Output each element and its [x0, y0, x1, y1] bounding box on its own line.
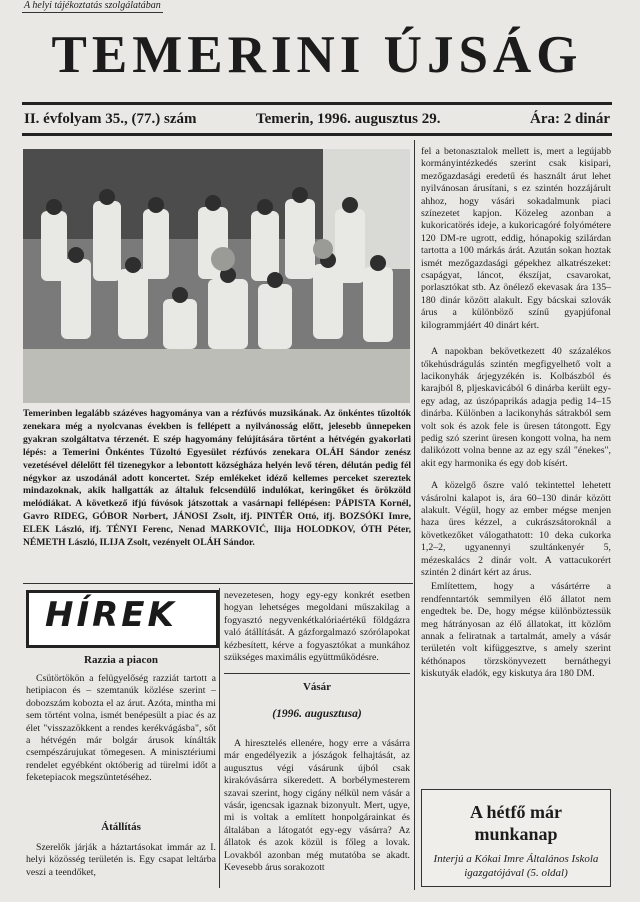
column-rule-right [414, 140, 415, 890]
teaser-line-1: A hétfő már [470, 802, 562, 822]
teaser-subtitle: Interjú a Kókai Imre Általános Iskola igazgatójával (5. oldal) [433, 853, 599, 879]
market-paragraph-1: fel a betonasztalok mellett is, mert a legújabb kormányintézkedés szerint csak kisipari, mezőgazdasági eredetű és használt árut lehet nyilvánosan árusítani, s ez szintén hozzájárult ahhoz, hogy vásári sokadalmunk piaci színezetet kapjon. Közeleg azonban a kukoricatörés ideje, a kukoricagóré folyóméterе 120 DM-re ugrott, eddig, hónapokig szilárdan tartotta a 100 márkás árát. Azután sokan hoztak ismét mezőgazdasági gépekhez alkatrészeket: csapágyat, láncot, ékszíjat, csavarokat, porlasztókat stb. Az önélező ekevasak ára 135–180 dinár között alakult. Egy bácskai szlovák árus a különböző színű gyapjúfonal kilogrammjáért 40 dinárt kért. [421, 146, 611, 331]
market-paragraph-3: A közelgő őszre való tekintettel lehetett vásárolni kalapot is, ára 60–130 dinár között alakult. Végül, hogy az ember mégse menjen haza üres kézzel, a cukrászsátoroknál a következőket válogathatott: 10 deka cukorka 1,2–2, ugyanennyi szultánkenyér 5, mézeskalács 2 dinár volt. A vattacukorért szintén 2 dinárt kért az árus. [421, 480, 611, 578]
hirek-label: HÍREK [45, 595, 177, 635]
vasar-date: (1996. augusztusa) [272, 708, 362, 720]
gas-article-column [224, 590, 410, 664]
razzia-article [26, 673, 216, 785]
band-photo [23, 149, 410, 403]
razzia-text: Csütörtökön a felügyelőség razziát tartott a hetipiacon és – szemtanúk közlése szerint – dobozszám kobozta el az árut. Azóta, mintha mi sem történt volna, ismét benépesült a piac és az élet "visszazökkent a rendes kerékvágásba", sőt a hétvégén már bolgár árusok kínálták csempészárujukat tömegesen. A minisztériumi rendelet egyébként októberig ad türelmi időt a feketepiacok megszüntetéséhez. [26, 673, 216, 784]
vasar-heading: Vásár [302, 681, 332, 693]
column-rule-middle [219, 588, 220, 888]
teaser-box[interactable] [421, 789, 611, 887]
issue-price: Ára: 2 dinár [530, 111, 610, 127]
vasar-text: A hiresztelés ellenére, hogy erre a vásárra már engedélyezik a jószágok felhajtását, az augusztus végi vásárunk újból csak kirakóvásárra sikeredett. A borbélymesterem szavai szerint, hogy cigány nélkül nem vásár a vásár, igencsak igaznak bizonyult. Mert, ugye, mi is voltak a említett honpolgárainkat és általában a látogatót egy-egy vásárra? Az állatok és azok közül is főleg a lovak. Lovakból azonban még mutatóba se akadt. Kevesebb árus sorakozott [224, 738, 410, 874]
issue-number: II. évfolyam 35., (77.) szám [24, 111, 197, 127]
atallitas-article [26, 842, 216, 879]
razzia-heading: Razzia a piacon [84, 654, 158, 666]
issue-date: Temerin, 1996. augusztus 29. [256, 111, 441, 127]
lower-section-rule [23, 583, 413, 584]
gas-paragraph: nevezetesen, hogy egy-egy konkrét esetben hogyan lehetséges megoldani műszakilag a fogyasztó negyvenkétkalóriaértékű földgázra való átállítását. A gázforgalmazó szórólapokat kézbesített, kérve a fogyasztókat a munkához szükséges maximális együttműködésre. [224, 590, 410, 664]
teaser-line-2: munkanap [474, 824, 558, 844]
masthead-rule-top [22, 102, 612, 105]
masthead-title: TEMERINI ÚJSÁG [51, 26, 583, 84]
market-paragraph-4: Említettem, hogy a vásártérre a rendfenntartók semmilyen élő állatot nem engedtek be. De, hogy mégse különböztessük meg hátrányosan az élő állatokat, itt közlöm annak a feliratnak a tartalmát, amely a vásár területén volt kifüggesztve, s amely szerint kéthónapos törzskönyvezett bernáthegyi kiskutyák eladók, egy kiskutya ára 180 DM. [421, 581, 611, 680]
photo-caption: Temerinben legalább százéves hagyománya van a rézfúvós muzsikának. Az önkéntes tűzoltók zenekara még a nyolcvanas években is fellépett a nyilvánosság előtt, jelesebb ünnepeken gyakran szolgáltatva térzenét. E szép hagyomány felújítására történt a hétvégén gyakorlati lépés: a Temerini Önkéntes Tűzoltó Egyesület rézfúvós zenekara OLÁH Sándor zenész vezetésével délelőtt fél tizenegykor a lebontott községháza helyén levő téren, délután pedig fél négykor az uszodánál adott koncertet. Szép emlékeket idéző kellemes perceket szereztek mindazoknak, akik hallgatták az általuk felcsendülő indulókat, keringőket és örökzöld melódiákat. A következő ifjú fúvósok játszottak a vasárnapi fellépésen: PÁPISTA Kornél, Gavro RIDEG, GÓBOR Norbert, JÁNOSI Zsolt, ifj. PINTÉR Ottó, ifj. BOZSÓKI Imre, ELEK László, ifj. TÉNYI Ferenc, Nenad MARKOVIĆ, Ilija HOLODKOV, ÓTH Péter, NÉMETH László, ILIJA Zsolt, vezényelt OLÁH Sándor. [23, 408, 411, 549]
vasar-article [224, 738, 410, 874]
hirek-banner [26, 590, 219, 648]
market-paragraph-2: A napokban bekövetkezett 40 százalékos tőkehúsdrágulás szintén megfigyelhető volt a lacikonyhák árjegyzékén is. Kolbászból és karajból 8, pljeskavicából 6 dinárba került egy-egy adag, az úszópaprikás adagja pedig 14–15 dinárba. Különben a lacikonyhás sátrakból sem volt sok és azok fele is üresen tátongott. Egy pedig szó szerint üresen kongott volna, ha nem dalikózott volna benne az az egy szál "énekes", akit egy harmonika és egy dob kísért. [421, 346, 611, 469]
vasar-rule [224, 673, 410, 674]
atallitas-heading: Átállítás [101, 821, 141, 833]
atallitas-text: Szerelők járják a háztartásokat immár az I. helyi közösség területén is. Egy csapat leltárba veszi a teendőket, [26, 842, 216, 878]
market-article-column [421, 146, 611, 681]
band-photo-graphic [23, 149, 410, 403]
tagline: A helyi tájékoztatás szolgálatában [24, 0, 161, 11]
issue-rule-bottom [22, 133, 612, 136]
